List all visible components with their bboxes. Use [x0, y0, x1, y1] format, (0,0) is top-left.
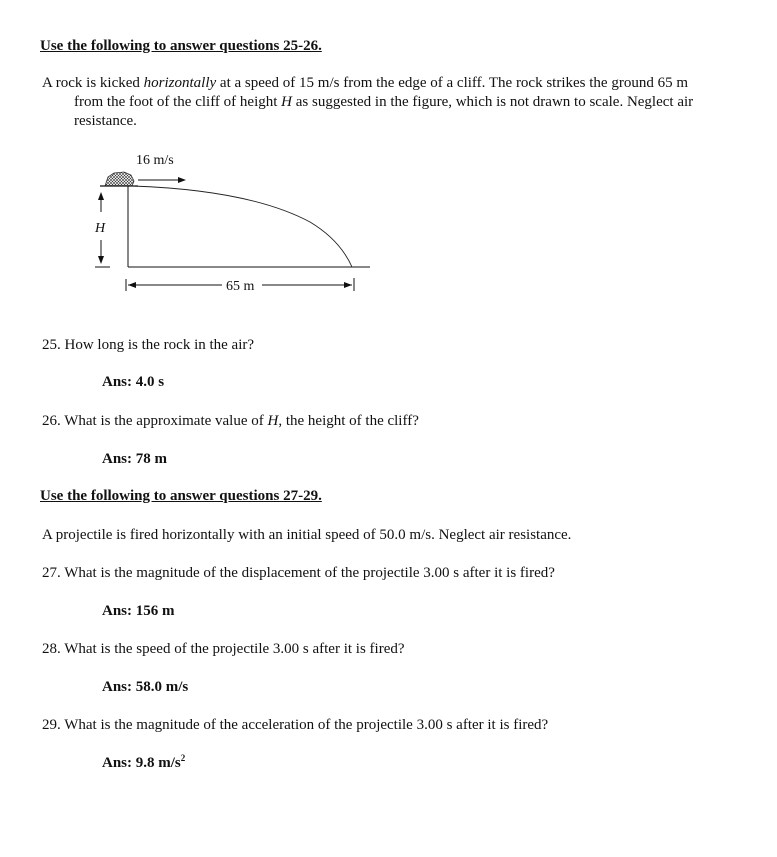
cliff-figure	[0, 140, 400, 300]
intro-line-3: resistance.	[74, 113, 137, 129]
problem-statement-25-26	[42, 74, 764, 131]
question-29: 29. What is the magnitude of the acceleration of the projectile 3.00 s after it is fired?	[42, 717, 549, 733]
answer-28: Ans: 58.0 m/s	[102, 679, 189, 695]
trajectory-curve	[132, 186, 352, 267]
question-26: 26. What is the approximate value of H, the height of the cliff?	[42, 413, 419, 429]
answer-27: Ans: 156 m	[102, 603, 175, 619]
velocity-arrow	[138, 177, 186, 183]
intro-text-a: A rock is kicked	[42, 75, 144, 91]
section-heading-27-29: Use the following to answer questions 27-29.	[40, 488, 322, 504]
intro-line-2: from the foot of the cliff of height H as suggested in the figure, which is not drawn to scale. Neglect air	[74, 94, 694, 110]
problem-statement-27-29: A projectile is fired horizontally with an initial speed of 50.0 m/s. Neglect air resistance.	[42, 527, 572, 543]
question-28: 28. What is the speed of the projectile 3.00 s after it is fired?	[42, 641, 405, 657]
height-label: H	[95, 221, 106, 236]
height-symbol: H	[281, 94, 293, 110]
answer-29: Ans: 9.8 $m/s^2$	[102, 753, 186, 771]
height-symbol: H	[267, 413, 279, 429]
exponent: 2	[180, 753, 186, 763]
distance-label: 65 m	[226, 279, 255, 294]
question-27: 27. What is the magnitude of the displacement of the projectile 3.00 s after it is fired?	[42, 565, 555, 581]
answer-26: Ans: 78 m	[102, 451, 168, 467]
intro-text-b: at a speed of 15 m/s from the edge of a cliff. The rock strikes the ground 65 m	[216, 75, 688, 91]
question-25: 25. How long is the rock in the air?	[42, 337, 255, 353]
intro-emphasis: horizontally	[143, 75, 217, 91]
speed-label: 16 m/s	[136, 153, 174, 168]
rock-icon	[105, 172, 134, 186]
answer-25: Ans: 4.0 s	[102, 374, 165, 390]
section-heading-25-26: Use the following to answer questions 25-26.	[40, 38, 322, 54]
